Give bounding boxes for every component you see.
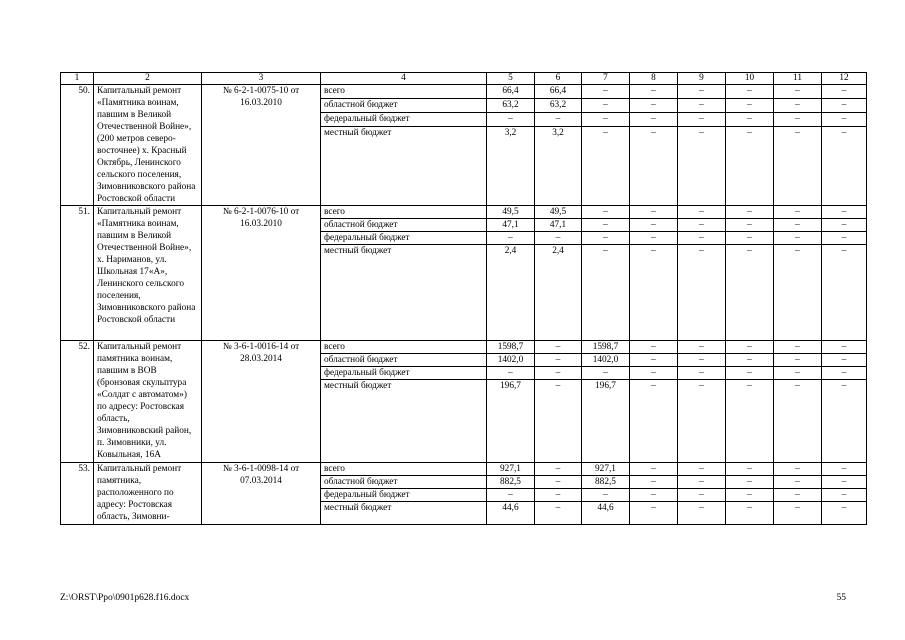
amount-cell: – bbox=[630, 113, 678, 127]
amount-cell: – bbox=[774, 380, 822, 463]
amount-cell: – bbox=[487, 113, 535, 127]
column-number-cell: 12 bbox=[822, 73, 867, 85]
amount-cell: – bbox=[726, 127, 774, 206]
amount-cell: – bbox=[678, 245, 726, 341]
amount-cell: – bbox=[678, 476, 726, 489]
amount-cell: 196,7 bbox=[487, 380, 535, 463]
amount-cell: – bbox=[630, 206, 678, 219]
amount-cell: – bbox=[630, 341, 678, 354]
amount-cell: – bbox=[822, 502, 867, 525]
table-row bbox=[61, 206, 867, 219]
amount-cell: – bbox=[774, 85, 822, 99]
amount-cell: – bbox=[774, 354, 822, 367]
column-number-cell: 1 bbox=[61, 73, 94, 85]
funding-source: федеральный бюджет bbox=[321, 113, 487, 127]
amount-cell: – bbox=[822, 85, 867, 99]
amount-cell: – bbox=[726, 232, 774, 245]
amount-cell: – bbox=[774, 206, 822, 219]
funding-source: федеральный бюджет bbox=[321, 367, 487, 380]
amount-cell: – bbox=[774, 476, 822, 489]
amount-cell: 44,6 bbox=[487, 502, 535, 525]
amount-cell: – bbox=[822, 463, 867, 476]
amount-cell: 882,5 bbox=[487, 476, 535, 489]
amount-cell: – bbox=[774, 99, 822, 113]
amount-cell: – bbox=[726, 113, 774, 127]
amount-cell: – bbox=[535, 113, 582, 127]
amount-cell: – bbox=[630, 85, 678, 99]
amount-cell: – bbox=[582, 245, 630, 341]
amount-cell: 66,4 bbox=[487, 85, 535, 99]
row-number: 50. bbox=[61, 85, 94, 206]
amount-cell: – bbox=[678, 489, 726, 502]
amount-cell: – bbox=[630, 463, 678, 476]
amount-cell: – bbox=[630, 380, 678, 463]
column-number-cell: 10 bbox=[726, 73, 774, 85]
amount-cell: – bbox=[726, 380, 774, 463]
column-number-cell: 9 bbox=[678, 73, 726, 85]
amount-cell: – bbox=[726, 219, 774, 232]
column-number-cell: 2 bbox=[94, 73, 202, 85]
amount-cell: – bbox=[726, 367, 774, 380]
amount-cell: – bbox=[774, 127, 822, 206]
funding-source: федеральный бюджет bbox=[321, 232, 487, 245]
amount-cell: 927,1 bbox=[487, 463, 535, 476]
amount-cell: 47,1 bbox=[487, 219, 535, 232]
amount-cell: – bbox=[630, 99, 678, 113]
funding-source: местный бюджет bbox=[321, 380, 487, 463]
funding-source: федеральный бюджет bbox=[321, 489, 487, 502]
column-number-cell: 4 bbox=[321, 73, 487, 85]
amount-cell: – bbox=[630, 489, 678, 502]
amount-cell: – bbox=[582, 206, 630, 219]
column-number-cell: 7 bbox=[582, 73, 630, 85]
amount-cell: – bbox=[630, 476, 678, 489]
amount-cell: – bbox=[582, 367, 630, 380]
amount-cell: – bbox=[535, 341, 582, 354]
amount-cell: 1402,0 bbox=[582, 354, 630, 367]
amount-cell: – bbox=[774, 367, 822, 380]
row-number: 53. bbox=[61, 463, 94, 525]
amount-cell: – bbox=[535, 463, 582, 476]
amount-cell: – bbox=[582, 99, 630, 113]
amount-cell: – bbox=[535, 502, 582, 525]
amount-cell: – bbox=[630, 219, 678, 232]
funding-source: всего bbox=[321, 341, 487, 354]
amount-cell: 2,4 bbox=[487, 245, 535, 341]
row-number: 52. bbox=[61, 341, 94, 463]
column-number-row bbox=[61, 73, 867, 85]
amount-cell: 49,5 bbox=[487, 206, 535, 219]
funding-source: областной бюджет bbox=[321, 99, 487, 113]
amount-cell: – bbox=[822, 476, 867, 489]
amount-cell: – bbox=[678, 463, 726, 476]
amount-cell: – bbox=[487, 489, 535, 502]
amount-cell: – bbox=[726, 463, 774, 476]
amount-cell: – bbox=[678, 341, 726, 354]
amount-cell: 927,1 bbox=[582, 463, 630, 476]
amount-cell: – bbox=[726, 341, 774, 354]
budget-table bbox=[60, 72, 867, 525]
amount-cell: – bbox=[822, 245, 867, 341]
amount-cell: – bbox=[535, 354, 582, 367]
amount-cell: – bbox=[822, 367, 867, 380]
amount-cell: – bbox=[678, 367, 726, 380]
funding-source: местный бюджет bbox=[321, 245, 487, 341]
conclusion-number: № 6-2-1-0075-10 от 16.03.2010 bbox=[202, 85, 321, 206]
amount-cell: – bbox=[535, 489, 582, 502]
table-body bbox=[61, 73, 867, 525]
amount-cell: – bbox=[535, 476, 582, 489]
conclusion-number: № 3-6-1-0098-14 от 07.03.2014 bbox=[202, 463, 321, 525]
amount-cell: – bbox=[582, 489, 630, 502]
amount-cell: – bbox=[822, 219, 867, 232]
amount-cell: – bbox=[822, 354, 867, 367]
amount-cell: – bbox=[678, 354, 726, 367]
amount-cell: – bbox=[726, 245, 774, 341]
amount-cell: – bbox=[630, 354, 678, 367]
amount-cell: – bbox=[822, 380, 867, 463]
amount-cell: – bbox=[487, 367, 535, 380]
amount-cell: 3,2 bbox=[535, 127, 582, 206]
amount-cell: – bbox=[726, 206, 774, 219]
amount-cell: – bbox=[582, 127, 630, 206]
column-number-cell: 8 bbox=[630, 73, 678, 85]
amount-cell: – bbox=[774, 232, 822, 245]
amount-cell: – bbox=[726, 85, 774, 99]
amount-cell: – bbox=[630, 127, 678, 206]
funding-source: областной бюджет bbox=[321, 219, 487, 232]
amount-cell: – bbox=[678, 99, 726, 113]
object-name: Капитальный ремонт «Памятника воинам, павшим в Великой Отечественной Войне», (200 метров северо-восточнее) х. Красный Октябрь, Ленинского сельского поселения, Зимовниковского района Ростовской области bbox=[94, 85, 202, 206]
amount-cell: – bbox=[822, 113, 867, 127]
funding-source: всего bbox=[321, 206, 487, 219]
amount-cell: – bbox=[726, 476, 774, 489]
amount-cell: – bbox=[774, 113, 822, 127]
amount-cell: – bbox=[678, 127, 726, 206]
amount-cell: 1402,0 bbox=[487, 354, 535, 367]
column-number-cell: 5 bbox=[487, 73, 535, 85]
amount-cell: – bbox=[678, 232, 726, 245]
amount-cell: – bbox=[678, 206, 726, 219]
conclusion-number: № 6-2-1-0076-10 от 16.03.2010 bbox=[202, 206, 321, 341]
amount-cell: – bbox=[535, 232, 582, 245]
amount-cell: – bbox=[678, 502, 726, 525]
amount-cell: – bbox=[678, 85, 726, 99]
amount-cell: – bbox=[535, 367, 582, 380]
amount-cell: – bbox=[774, 502, 822, 525]
amount-cell: 1598,7 bbox=[487, 341, 535, 354]
amount-cell: – bbox=[774, 463, 822, 476]
column-number-cell: 3 bbox=[202, 73, 321, 85]
amount-cell: – bbox=[582, 113, 630, 127]
amount-cell: – bbox=[630, 245, 678, 341]
amount-cell: – bbox=[774, 219, 822, 232]
amount-cell: – bbox=[774, 341, 822, 354]
amount-cell: – bbox=[630, 232, 678, 245]
amount-cell: – bbox=[726, 489, 774, 502]
amount-cell: 1598,7 bbox=[582, 341, 630, 354]
table-row bbox=[61, 463, 867, 476]
amount-cell: – bbox=[678, 380, 726, 463]
object-name: Капитальный ремонт памятника воинам, павшим в ВОВ (бронзовая скульптура «Солдат с автоматом») по адресу: Ростовская область, Зимовниковский район, п. Зимовники, ул. Ковыльная, 16А bbox=[94, 341, 202, 463]
amount-cell: – bbox=[535, 380, 582, 463]
column-number-cell: 6 bbox=[535, 73, 582, 85]
column-number-cell: 11 bbox=[774, 73, 822, 85]
amount-cell: – bbox=[822, 99, 867, 113]
amount-cell: – bbox=[582, 219, 630, 232]
funding-source: всего bbox=[321, 463, 487, 476]
amount-cell: – bbox=[774, 245, 822, 341]
funding-source: областной бюджет bbox=[321, 476, 487, 489]
amount-cell: – bbox=[822, 341, 867, 354]
amount-cell: 47,1 bbox=[535, 219, 582, 232]
amount-cell: – bbox=[582, 232, 630, 245]
amount-cell: 882,5 bbox=[582, 476, 630, 489]
object-name: Капитальный ремонт памятника, расположенного по адресу: Ростовская область, Зимовни- bbox=[94, 463, 202, 525]
amount-cell: – bbox=[630, 502, 678, 525]
footer-page-number: 55 bbox=[836, 593, 846, 603]
conclusion-number: № 3-6-1-0016-14 от 28.03.2014 bbox=[202, 341, 321, 463]
amount-cell: – bbox=[726, 354, 774, 367]
amount-cell: – bbox=[726, 99, 774, 113]
funding-source: местный бюджет bbox=[321, 502, 487, 525]
row-number: 51. bbox=[61, 206, 94, 341]
funding-source: всего bbox=[321, 85, 487, 99]
table-row bbox=[61, 85, 867, 99]
amount-cell: – bbox=[822, 489, 867, 502]
table-row bbox=[61, 341, 867, 354]
amount-cell: 3,2 bbox=[487, 127, 535, 206]
amount-cell: 44,6 bbox=[582, 502, 630, 525]
amount-cell: 49,5 bbox=[535, 206, 582, 219]
amount-cell: – bbox=[582, 85, 630, 99]
amount-cell: – bbox=[774, 489, 822, 502]
amount-cell: 66,4 bbox=[535, 85, 582, 99]
amount-cell: – bbox=[678, 113, 726, 127]
amount-cell: 63,2 bbox=[487, 99, 535, 113]
amount-cell: – bbox=[822, 127, 867, 206]
amount-cell: 63,2 bbox=[535, 99, 582, 113]
amount-cell: – bbox=[822, 232, 867, 245]
amount-cell: – bbox=[678, 219, 726, 232]
amount-cell: – bbox=[630, 367, 678, 380]
amount-cell: 196,7 bbox=[582, 380, 630, 463]
amount-cell: – bbox=[487, 232, 535, 245]
amount-cell: 2,4 bbox=[535, 245, 582, 341]
amount-cell: – bbox=[726, 502, 774, 525]
funding-source: местный бюджет bbox=[321, 127, 487, 206]
amount-cell: – bbox=[822, 206, 867, 219]
footer-file-path: Z:\ORST\Ppo\0901p628.f16.docx bbox=[60, 593, 190, 603]
object-name: Капитальный ремонт «Памятника воинам, павшим в Великой Отечественной Войне», х. Нариманов, ул. Школьная 17«А», Ленинского сельского поселения, Зимовниковского района Ростовской области bbox=[94, 206, 202, 341]
funding-source: областной бюджет bbox=[321, 354, 487, 367]
budget-table-container bbox=[60, 72, 849, 525]
